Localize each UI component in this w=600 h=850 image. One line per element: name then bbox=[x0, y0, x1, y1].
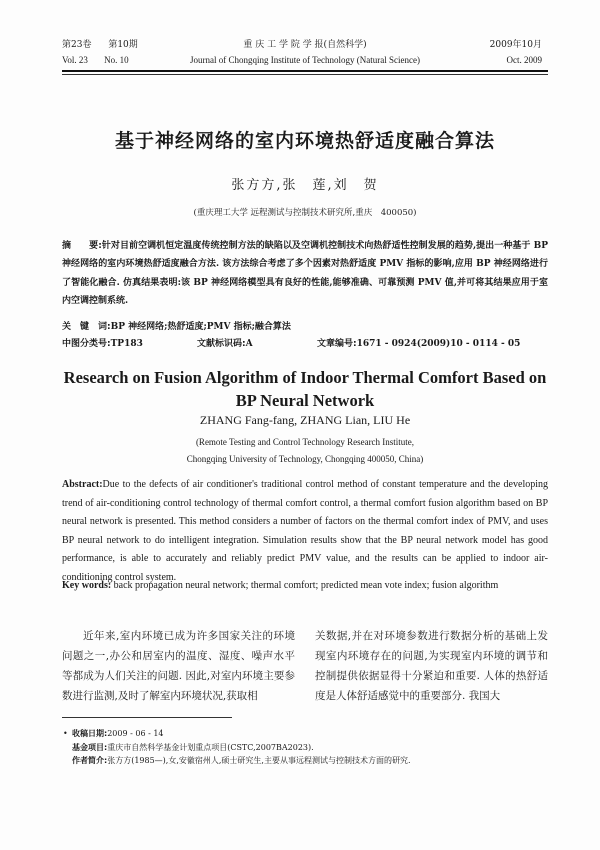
footnote-rule bbox=[62, 717, 232, 718]
abstract-cn bbox=[62, 237, 548, 310]
keywords-label-en: Key words: bbox=[62, 580, 112, 591]
keywords-en bbox=[62, 576, 548, 595]
affiliation-cn: (重庆理工大学 远程测试与控制技术研究所,重庆 400050) bbox=[193, 208, 417, 218]
clc-number: 中图分类号:TP183 bbox=[62, 339, 143, 349]
abstract-label-cn: 摘 要: bbox=[62, 241, 102, 251]
affiliation-en-line1: (Remote Testing and Control Technology Research Institute, bbox=[195, 437, 415, 447]
issue-cn: 第10期 bbox=[108, 40, 138, 50]
affiliation-en bbox=[62, 434, 548, 468]
header-rule-thick bbox=[62, 70, 548, 72]
keywords-text-cn: BP 神经网络;热舒适度;PMV 指标;融合算法 bbox=[110, 322, 291, 332]
article-number: 文章编号:1671 - 0924(2009)10 - 0114 - 05 bbox=[317, 339, 521, 349]
keywords-cn bbox=[62, 319, 548, 332]
abstract-label-en: Abstract: bbox=[62, 479, 103, 490]
footnote-bullet: • bbox=[63, 729, 68, 738]
journal-name-en: Journal of Chongqing Institute of Technology (Natural Science) bbox=[190, 55, 420, 65]
volume-en: Vol. 23 bbox=[62, 55, 88, 65]
authors-cn: 张方方,张 莲,刘 贺 bbox=[231, 178, 379, 193]
volume-cn: 第23卷 bbox=[62, 40, 92, 50]
keywords-text-en: back propagation neural network; thermal comfort; predicted mean vote index; fusion algorithm bbox=[113, 580, 499, 591]
keywords-label-cn: 关 键 词: bbox=[62, 322, 111, 332]
document-code: 文献标识码:A bbox=[197, 339, 253, 349]
issue-en: No. 10 bbox=[104, 55, 129, 65]
body-column-right: 关数据,并在对环境参数进行数据分析的基础上发现室内环境存在的问题,为实现室内环境的调节和控制提供依据显得十分紧迫和重要. 人体的热舒适度是人体舒适感觉中的重要部分. 我国大 bbox=[315, 630, 548, 702]
footnote-received: 收稿日期:2009 - 06 - 14 bbox=[72, 729, 164, 738]
footnote-fund: 基金项目:重庆市自然科学基金计划重点项目(CSTC,2007BA2023). bbox=[72, 742, 314, 752]
abstract-text-cn: 针对目前空调机恒定温度传统控制方法的缺陷以及空调机控制技术向热舒适性控制发展的趋势,提出一种基于 BP 神经网络的室内环境热舒适度融合方法. 该方法综合考虑了多个因素对热舒适度 PMV 指标的影响,应用 BP 神经网络进行了智能化融合. 仿真结果表明:该 BP 神经网络模型具有良好的性能,能够准确、可靠预测 PMV 值,并可将其结果应用于室内空调控制系统. bbox=[62, 241, 548, 306]
date-cn: 2009年10月 bbox=[489, 40, 542, 50]
footnotes bbox=[63, 727, 548, 768]
body-column-left: 近年来,室内环境已成为许多国家关注的环境问题之一,办公和居室内的温度、湿度、噪声水平等都成为人们关注的问题. 因此,对室内环境主要参数进行监测,及时了解室内环境状况,获取相 bbox=[62, 630, 295, 702]
date-en: Oct. 2009 bbox=[506, 55, 542, 65]
affiliation-en-line2: Chongqing University of Technology, Chongqing 400050, China) bbox=[186, 454, 424, 464]
paper-title-cn: 基于神经网络的室内环境热舒适度融合算法 bbox=[114, 130, 495, 152]
abstract-text-en: Due to the defects of air conditioner's traditional control method of constant temperature and the developing trend of air-conditioning control technology of thermal comfort control, a thermal comfort fusion algorithm based on BP neural network is presented. This method considers a number of factors on the thermal comfort index of PMV, and uses BP neural network to do intelligent integration. Simulation results show that the BP neural network model has good performance, is able to accurately and reliably predict PMV value, and the results can be applied to indoor air-conditioning control system. bbox=[62, 479, 548, 583]
abstract-en bbox=[62, 476, 548, 588]
footnote-author: 作者简介:张方方(1985—),女,安徽宿州人,硕士研究生,主要从事远程测试与控制技术方面的研究. bbox=[72, 756, 411, 765]
header-rule-thin bbox=[62, 74, 548, 75]
authors-en: ZHANG Fang-fang, ZHANG Lian, LIU He bbox=[199, 413, 411, 427]
journal-name-cn: 重 庆 工 学 院 学 报(自然科学) bbox=[243, 40, 367, 50]
paper-title-en: Research on Fusion Algorithm of Indoor Thermal Comfort Based on BP Neural Network bbox=[63, 368, 547, 410]
